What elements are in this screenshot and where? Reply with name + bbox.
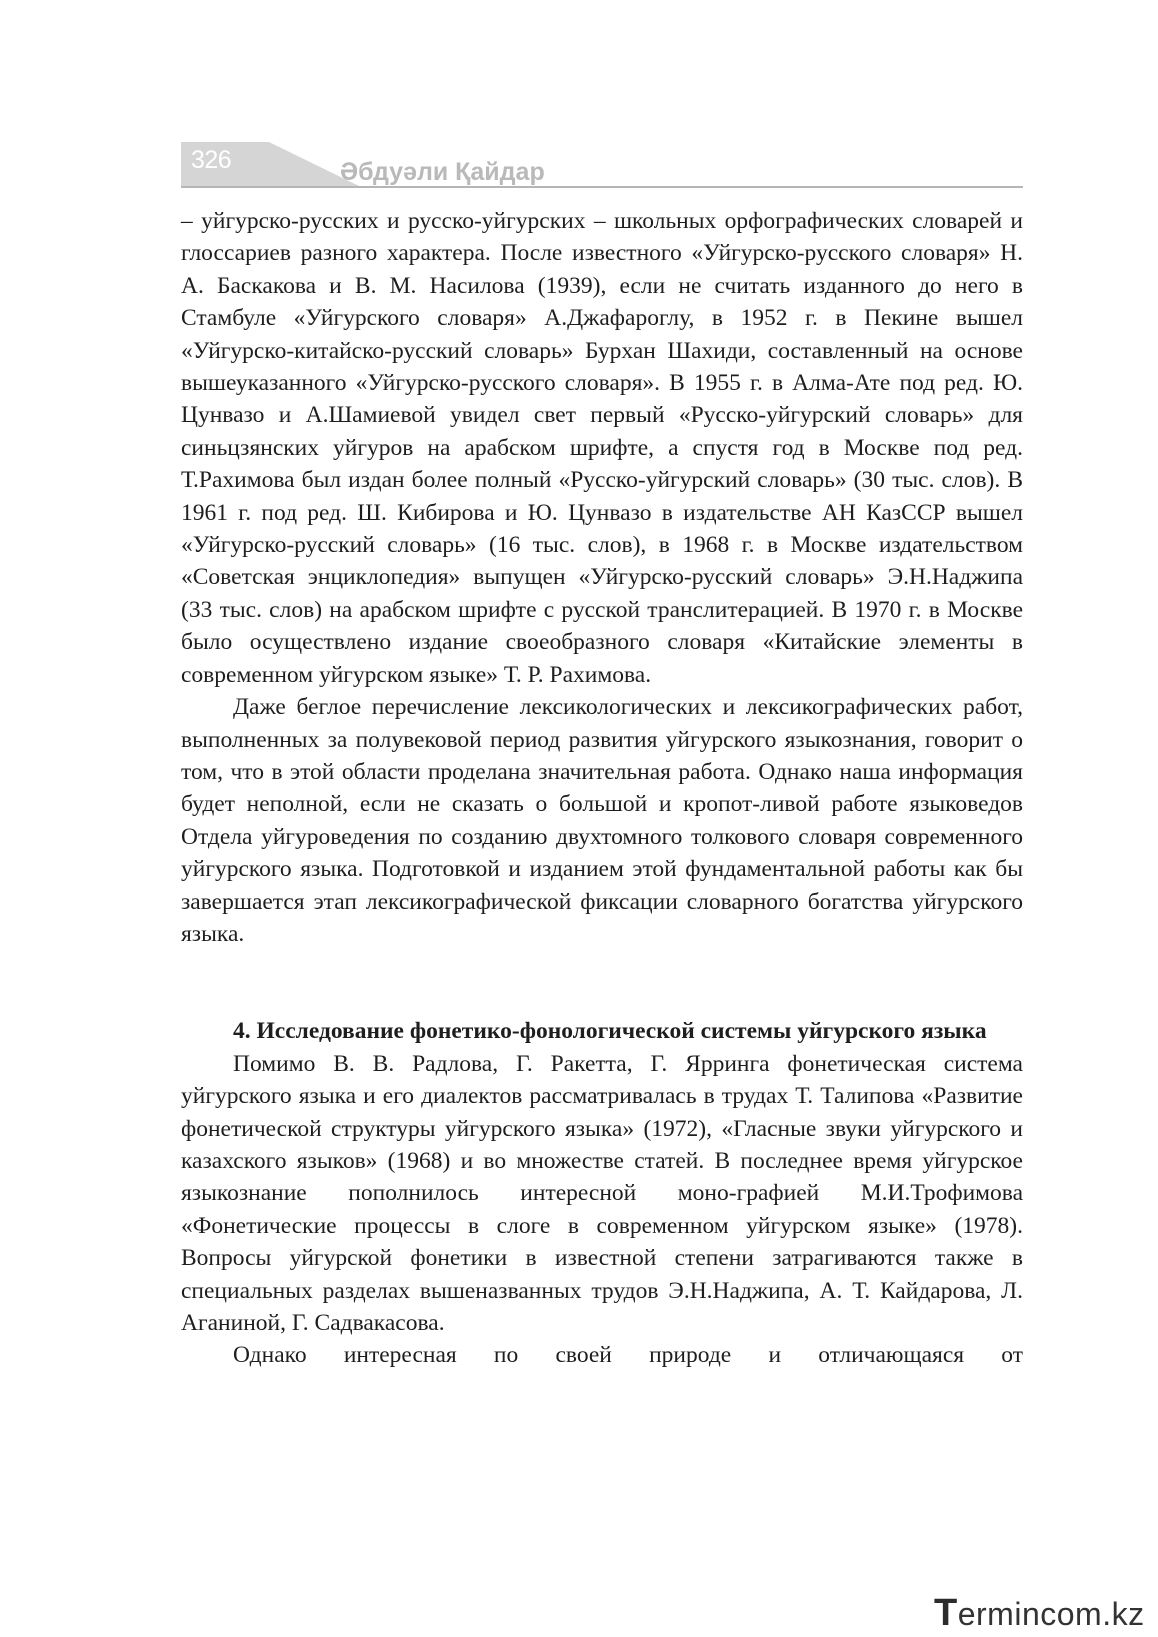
page-number: 326 xyxy=(191,146,232,174)
watermark-text: ermincom.kz xyxy=(957,1596,1145,1632)
paragraph-4: Однако интересная по своей природе и отличающаяся от xyxy=(233,1342,1023,1369)
paragraph-2: Даже беглое перечисление лексикологических и лексикографических работ, выполненных за полувековой период развития уйгурского языкознания, говорит о том, что в этой области проделана значительная работа. Однако наша информация будет неполной, если не сказать о большой и кропот-ливой работе языковедов Отдела уйгуроведения по созданию двухтомного толкового словаря современного уйгурского языка. Подготовкой и изданием этой фундаментальной работы как бы завершается этап лексикографической фиксации словарного богатства уйгурского языка. xyxy=(181,694,1023,947)
paragraph-3: Помимо В. В. Радлова, Г. Ракетта, Г. Ярринга фонетическая система уйгурского языка и его диалектов рассматривалась в трудах Т. Талипова «Развитие фонетической структуры уйгурского языка» (1972), «Гласные звуки уйгурского и казахского языков» (1968) и во множестве статей. В последнее время уйгурское языкознание пополнилось интересной моно-графией М.И.Трофимова «Фонетические процессы в слоге в современном уйгурском языке» (1978). Вопросы уйгурской фонетики в известной степени затрагиваются также в специальных разделах вышеназванных трудов Э.Н.Наджипа, А. Т. Кайдарова, Л. Аганиной, Г. Садвакасова. xyxy=(181,1050,1023,1336)
site-watermark-logo xyxy=(934,1592,1145,1635)
paragraph-1: – уйгурско-русских и русско-уйгурских – школьных орфографических словарей и глоссариев разного характера. После известного «Уйгурско-русского словаря» Н. А. Баскакова и В. М. Насилова (1939), если не считать изданного до него в Стамбуле «Уйгурского словаря» А.Джафароглу, в 1952 г. в Пекине вышел «Уйгурско-китайско-русский словарь» Бурхан Шахиди, составленный на основе вышеуказанного «Уйгурско-русского словаря». В 1955 г. в Алма-Ате под ред. Ю. Цунвазо и А.Шамиевой увидел свет первый «Русско-уйгурский словарь» для синьцзянских уйгуров на арабском шрифте, а спустя год в Москве под ред. Т.Рахимова был издан более полный «Русско-уйгурский словарь» (30 тыс. слов). В 1961 г. под ред. Ш. Кибирова и Ю. Цунвазо в издательстве АН КазССР вышел «Уйгурско-русский словарь» (16 тыс. слов), в 1968 г. в Москве издательством «Советская энциклопедия» выпущен «Уйгурско-русский словарь» Э.Н.Наджипа (33 тыс. слов) на арабском шрифте с русской транслитерацией. В 1970 г. в Москве было осуществлено издание своеобразного словаря «Китайские элементы в современном уйгурском языке» Т. Р. Рахимова. xyxy=(181,208,1023,688)
section-heading: 4. Исследование фонетико-фонологической системы уйгурского языка xyxy=(233,1018,987,1045)
watermark-initial: T xyxy=(934,1592,958,1634)
header-divider xyxy=(181,186,1023,188)
running-header-author: Әбдуәли Қайдар xyxy=(340,158,545,186)
page-body xyxy=(181,205,1023,1372)
